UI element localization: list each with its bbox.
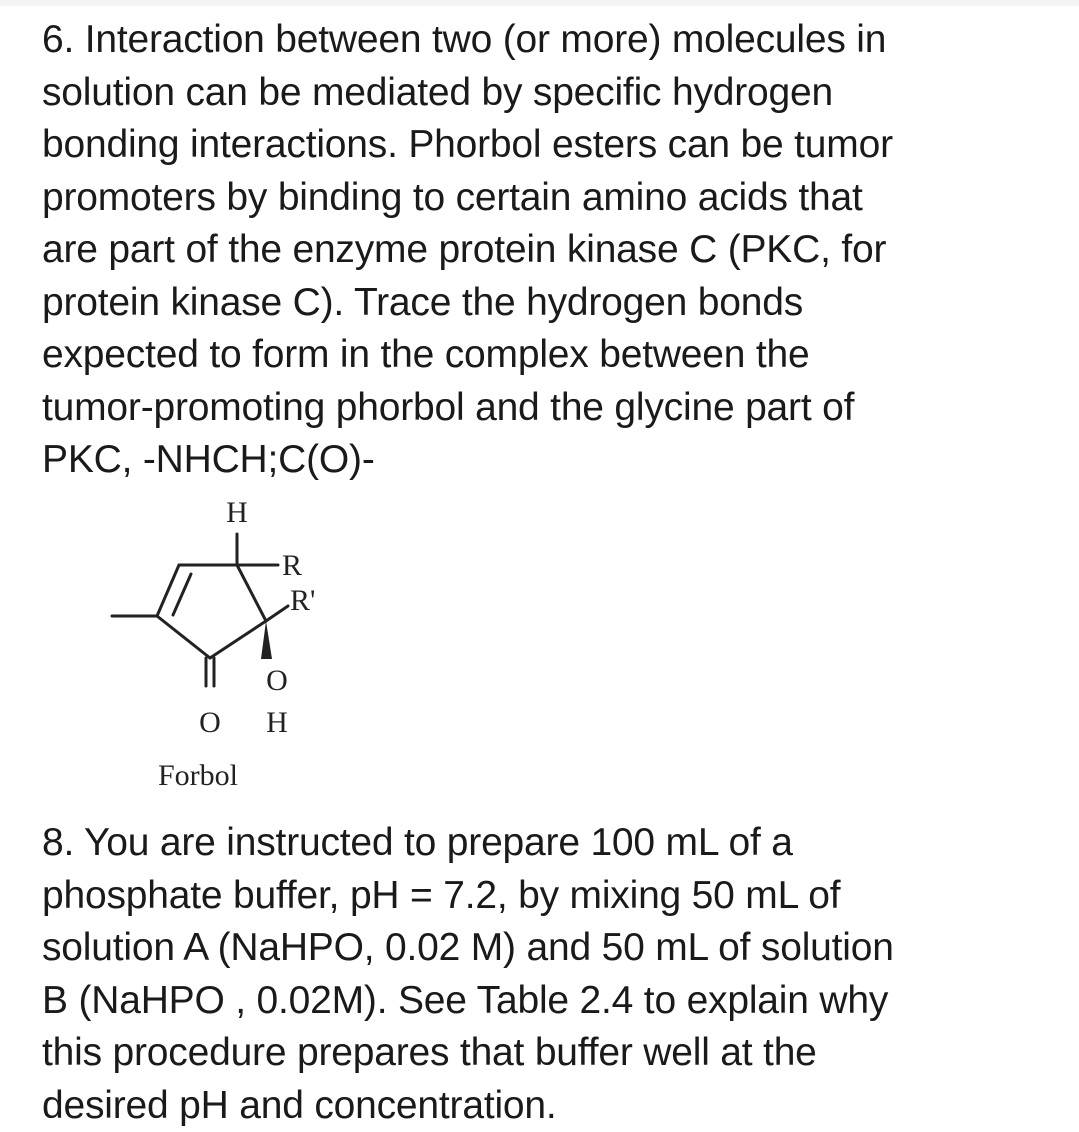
bond-to-r-prime <box>266 606 288 621</box>
phorbol-structure-diagram <box>100 488 400 808</box>
phorbol-structure-figure <box>100 488 400 808</box>
ring-bond-right <box>237 565 266 621</box>
atom-h-hydroxyl: H <box>266 706 288 739</box>
atom-h-top: H <box>226 496 248 529</box>
atom-r-prime: R' <box>290 584 316 617</box>
ring-bond-left-lower <box>157 616 210 658</box>
ring-bond-bottom <box>210 621 266 658</box>
atom-o-ring: O <box>266 664 288 697</box>
top-divider <box>0 0 1079 6</box>
wedge-bond-to-oxygen <box>261 621 272 659</box>
ring-double-bond-inner <box>173 574 191 615</box>
figure-caption: Forbol <box>158 759 239 792</box>
atom-o-carbonyl: O <box>199 706 221 739</box>
question-6-text: 6. Interaction between two (or more) molecules in solution can be mediated by specific hydrogen bonding interactions. Phorbol esters can be tumor promoters by binding to certain amino acids that are part of the enzyme protein kinase C (PKC, for protein kinase C). Trace the hydrogen bonds expected to form in the complex between the tumor-promoting phorbol and the glycine part of PKC, -NHCH;C(O)- <box>42 18 893 481</box>
atom-r: R <box>282 549 303 582</box>
question-8-text: 8. You are instructed to prepare 100 mL of a phosphate buffer, pH = 7.2, by mixing 50 mL of solution A (NaHPO, 0.02 M) and 50 mL of solution B (NaHPO , 0.02M). See Table 2.4 to explain why this procedure prepares that buffer well at the desired pH and concentration. <box>42 821 894 1127</box>
